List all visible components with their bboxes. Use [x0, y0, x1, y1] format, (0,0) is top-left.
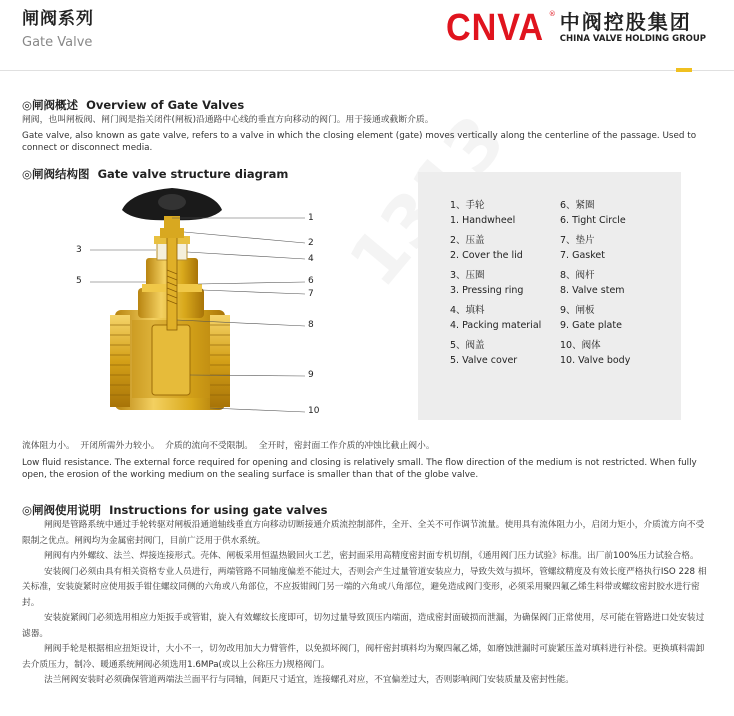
- company-logo: [446, 8, 706, 48]
- logo-mark: CNVA: [445, 7, 544, 49]
- callout-3: 3: [76, 245, 82, 255]
- legend-item: 6、紧圈 6. Tight Circle: [560, 200, 626, 226]
- callout-2: 2: [308, 238, 314, 248]
- callout-4: 4: [308, 254, 314, 264]
- header-accent-bar: [676, 68, 692, 72]
- overview-text-zh: 闸阀，也叫闸板阀、闸门阀是指关闭件(闸板)沿通路中心线的垂直方向移动的阀门。用于接通或截断介质。: [22, 115, 434, 125]
- instructions-body: [22, 518, 712, 689]
- legend-item: 8、阀杆 8. Valve stem: [560, 270, 625, 296]
- features-en: Low fluid resistance. The external force required for opening and closing is relatively small. The flow direction of the medium is not restricted. When fully open, the erosion of the working medium on the sealing surface is smaller than that of the globe valve.: [22, 458, 697, 480]
- legend-item: 5、阀盖 5. Valve cover: [450, 340, 518, 366]
- legend-item: 9、闸板 9. Gate plate: [560, 305, 622, 331]
- instructions-heading: ◎闸阀使用说明 Instructions for using gate valves: [22, 503, 328, 517]
- logo-company-zh: 中阀控股集团: [559, 10, 692, 34]
- logo-company-en: CHINA VALVE HOLDING GROUP: [559, 34, 706, 44]
- legend-item: 1、手轮 1. Handwheel: [450, 200, 516, 226]
- header-divider: [0, 70, 734, 71]
- structure-heading: ◎闸阀结构图 Gate valve structure diagram: [22, 167, 289, 181]
- callout-9: 9: [308, 370, 314, 380]
- instruction-paragraph: 闸阀手轮是根据相应扭矩设计，大小不一，切勿改用加大力臂管件，以免损坏阀门，阀杆密封填料均为聚四氟乙烯，如磨蚀泄漏时可旋紧压盖对填料进行补偿。更换填料需卸去介质压力，制冷、暖通系统闸阀必须选用1.6MPa(或以上公称压力)规格阀门。: [22, 644, 705, 670]
- callout-5: 5: [76, 276, 82, 286]
- handwheel: [122, 188, 222, 230]
- callout-7: 7: [308, 289, 314, 299]
- instruction-paragraph: 闸阀有内外螺纹、法兰、焊接连接形式。壳体、闸板采用恒温热锻回火工艺，密封面采用高精度密封面专机切削，《通用阀门压力试验》标准。出厂前100%压力试验合格。: [44, 551, 699, 561]
- instruction-paragraph: 安装旋紧阀门必须选用相应力矩扳手或管钳，旋入有效螺纹长度即可，切勿过量导致顶压内端面，造成密封面破损而泄漏，为确保阀门正常使用，尽可能在管路进口处安装过滤器。: [22, 613, 705, 639]
- gate-plate: [152, 325, 190, 395]
- instruction-paragraph: 安装阀门必须由具有相关资格专业人员进行，两端管路不同轴度偏差不能过大，否则会产生过量管道安装应力，导致失效与损坏，管螺纹精度及有效长度严格执行ISO 228 相关标准，安装旋紧时应使用扳手钳住螺纹同侧的六角或八角部位，不应扳钳阀门另一端的六角或八角部位，避免造成阀门变形，必须采用聚四氟乙烯生料带或螺纹密封胶水进行密封。: [22, 566, 707, 608]
- page-title: 闸阀系列: [22, 9, 94, 29]
- registered-mark: ®: [548, 10, 556, 18]
- legend-item: 2、压盖 2. Cover the lid: [450, 235, 523, 261]
- callout-6: 6: [308, 276, 314, 286]
- instruction-paragraph: 法兰闸阀安装时必须确保管道两端法兰面平行与同轴，间距尺寸适宜，连接螺孔对应，不宜偏差过大，否则影响阀门安装质量及密封性能。: [44, 675, 574, 685]
- legend-item: 4、填料 4. Packing material: [450, 305, 542, 331]
- overview-text-en: Gate valve, also known as gate valve, refers to a valve in which the closing element (gate) moves vertically along the centerline of the passage. Used to connect or disconnect media.: [22, 131, 697, 153]
- features-zh: 流体阻力小。 开闭所需外力较小。 介质的流向不受限制。 全开时，密封面工作介质的冲蚀比截止阀小。: [22, 441, 435, 451]
- instruction-paragraph: 闸阀是管路系统中通过手轮转驱对闸板沿通道轴线垂直方向移动切断接通介质流控制部件，全开、全关不可作调节流量。使用具有流体阻力小，启闭力矩小，介质流方向不受限制之优点。闸阀均为金属密封阀门，目前广泛用于供水系统。: [22, 520, 705, 546]
- overview-heading: ◎闸阀概述 Overview of Gate Valves: [22, 98, 245, 112]
- legend-item: 10、阀体 10. Valve body: [560, 340, 631, 366]
- legend-item: 3、压圈 3. Pressing ring: [450, 270, 524, 296]
- gate-valve-diagram: [60, 180, 340, 425]
- parts-legend: [418, 172, 681, 420]
- callout-10: 10: [308, 406, 320, 416]
- page-subtitle: Gate Valve: [22, 35, 93, 50]
- callout-8: 8: [308, 320, 314, 330]
- legend-item: 7、垫片 7. Gasket: [560, 235, 605, 261]
- callout-1: 1: [308, 213, 314, 223]
